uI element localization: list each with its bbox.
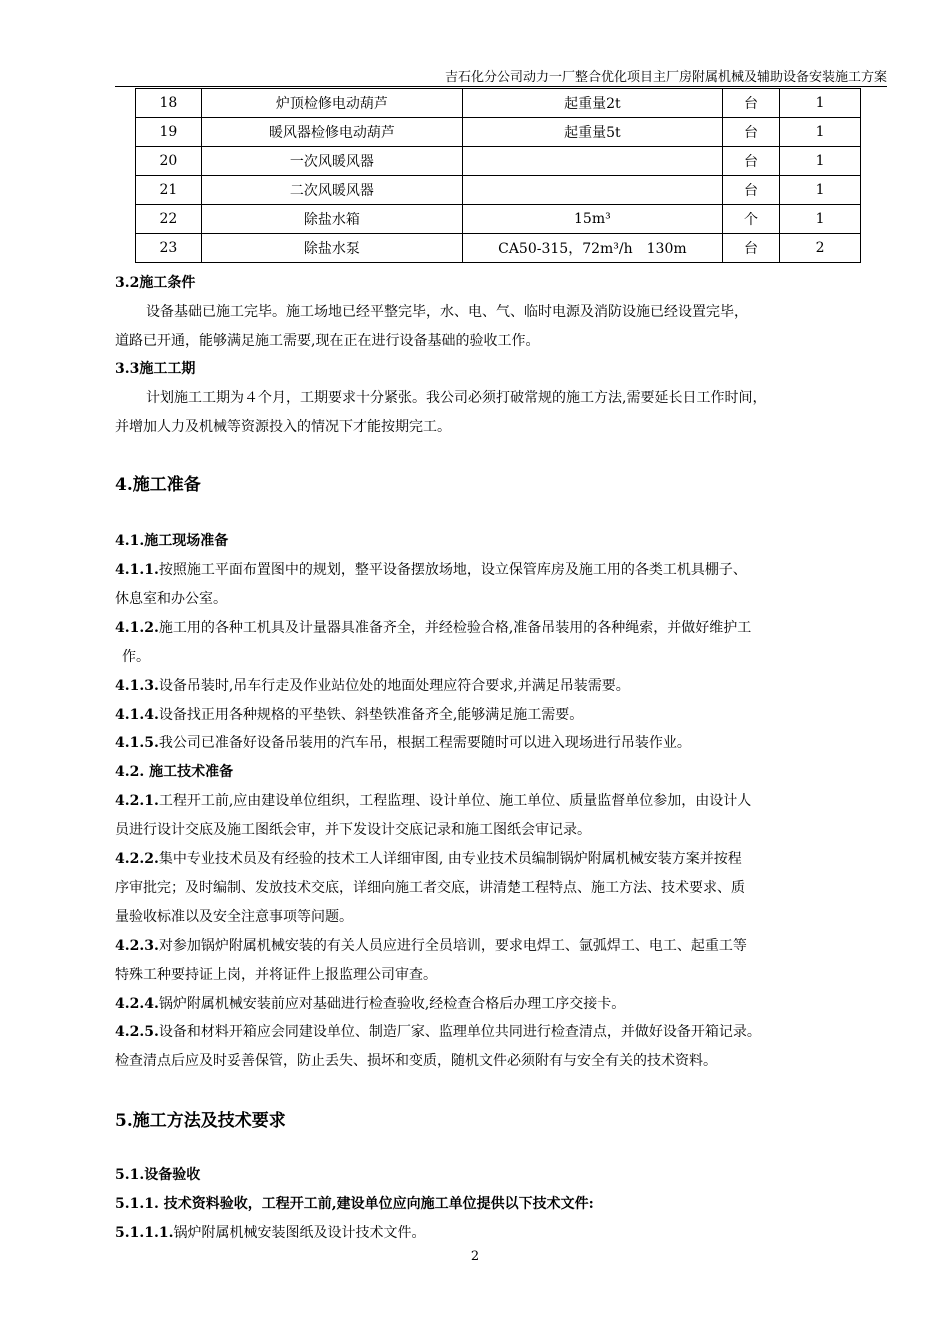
- section-4-2-title: 4.2. 施工技术准备: [115, 764, 234, 780]
- specification-cell: 起重量5t: [462, 118, 722, 147]
- specification-cell: [462, 176, 722, 205]
- item-number: 4.1.5.: [115, 735, 159, 751]
- equipment-name-cell: 一次风暖风器: [201, 147, 462, 176]
- row-number-cell: 19: [136, 118, 202, 147]
- item-4-2-3: [115, 935, 747, 955]
- specification-cell: CA50-315，72m³/h 130m: [462, 234, 722, 263]
- item-text: 设备和材料开箱应会同建设单位、制造厂家、监理单位共同进行检查清点，并做好设备开箱记录。: [158, 1024, 761, 1040]
- section-5-heading: 5.施工方法及技术要求: [115, 1111, 286, 1131]
- paragraph-line: 计划施工工期为４个月，工期要求十分紧张。我公司必须打破常规的施工方法,需要延长日工作时间，: [146, 390, 767, 406]
- item-4-1-5: [115, 732, 691, 752]
- item-text: 锅炉附属机械安装前应对基础进行检查验收,经检查合格后办理工序交接卡。: [158, 996, 626, 1012]
- section-5-1-1-title: 5.1.1. 技术资料验收，工程开工前,建设单位应向施工单位提供以下技术文件:: [115, 1196, 594, 1212]
- paragraph-line: 检查清点后应及时妥善保管，防止丢失、损坏和变质，随机文件必须附有与安全有关的技术资料。: [115, 1053, 717, 1069]
- table-row: [136, 147, 861, 176]
- item-text: 集中专业技术员及有经验的技术工人详细审图, 由专业技术员编制锅炉附属机械安装方案并按程: [158, 851, 742, 867]
- item-4-2-2: [115, 848, 742, 868]
- item-number: 4.2.5.: [115, 1024, 159, 1040]
- item-4-2-4: [115, 993, 625, 1013]
- item-text: 设备找正用各种规格的平垫铁、斜垫铁准备齐全,能够满足施工需要。: [158, 707, 584, 723]
- section-5-1-title: 5.1.设备验收: [115, 1167, 201, 1183]
- equipment-table: [135, 88, 861, 263]
- item-text: 施工用的各种工机具及计量器具准备齐全，并经检验合格,准备吊装用的各种绳索，并做好维护工: [158, 620, 752, 636]
- paragraph-line: 设备基础已施工完毕。施工场地已经平整完毕，水、电、气、临时电源及消防设施已经设置完毕，: [146, 304, 748, 320]
- unit-cell: 台: [722, 176, 779, 205]
- item-text: 工程开工前,应由建设单位组织，工程监理、设计单位、施工单位、质量监督单位参加，由设计人: [158, 793, 752, 809]
- item-text: 锅炉附属机械安装图纸及设计技术文件。: [173, 1225, 426, 1241]
- paragraph-line: 员进行设计交底及施工图纸会审，并下发设计交底记录和施工图纸会审记录。: [115, 822, 591, 838]
- quantity-cell: 1: [780, 118, 861, 147]
- equipment-name-cell: 除盐水泵: [201, 234, 462, 263]
- unit-cell: 台: [722, 147, 779, 176]
- item-4-1-4: [115, 704, 583, 724]
- item-number: 4.2.3.: [115, 938, 159, 954]
- header-rule: [115, 86, 887, 87]
- item-4-2-1: [115, 790, 751, 810]
- item-number: 4.1.2.: [115, 620, 159, 636]
- item-4-1-3: [115, 675, 630, 695]
- quantity-cell: 1: [780, 147, 861, 176]
- table-row: [136, 176, 861, 205]
- item-text: 按照施工平面布置图中的规划，整平设备摆放场地，设立保管库房及施工用的各类工机具棚子、: [158, 562, 747, 578]
- item-text: 我公司已准备好设备吊装用的汽车吊，根据工程需要随时可以进入现场进行吊装作业。: [158, 735, 691, 751]
- quantity-cell: 2: [780, 234, 861, 263]
- quantity-cell: 1: [780, 89, 861, 118]
- paragraph-line: 作。: [122, 649, 150, 665]
- item-4-1-1: [115, 559, 747, 579]
- table-row: [136, 118, 861, 147]
- item-4-1-2: [115, 617, 751, 637]
- row-number-cell: 22: [136, 205, 202, 234]
- item-number: 4.1.4.: [115, 707, 159, 723]
- item-4-2-5: [115, 1021, 761, 1041]
- item-number: 4.2.4.: [115, 996, 159, 1012]
- item-number: 4.1.3.: [115, 678, 159, 694]
- section-3-2-title: 3.2施工条件: [115, 275, 196, 291]
- running-header: 吉石化分公司动力一厂整合优化项目主厂房附属机械及辅助设备安装施工方案: [444, 70, 887, 85]
- specification-cell: 起重量2t: [462, 89, 722, 118]
- row-number-cell: 23: [136, 234, 202, 263]
- section-4-1-title: 4.1.施工现场准备: [115, 533, 229, 549]
- unit-cell: 台: [722, 234, 779, 263]
- equipment-table-body: [136, 89, 861, 263]
- table-row: [136, 234, 861, 263]
- unit-cell: 台: [722, 118, 779, 147]
- paragraph-line: 序审批完；及时编制、发放技术交底，详细向施工者交底，讲清楚工程特点、施工方法、技术要求、质: [115, 880, 745, 896]
- quantity-cell: 1: [780, 205, 861, 234]
- item-5-1-1-1: [115, 1222, 425, 1242]
- row-number-cell: 18: [136, 89, 202, 118]
- quantity-cell: 1: [780, 176, 861, 205]
- item-number: 5.1.1.1.: [115, 1225, 174, 1241]
- table-row: [136, 89, 861, 118]
- row-number-cell: 21: [136, 176, 202, 205]
- item-number: 4.2.1.: [115, 793, 159, 809]
- section-3-3-title: 3.3施工工期: [115, 361, 196, 377]
- equipment-name-cell: 二次风暖风器: [201, 176, 462, 205]
- page-number: 2: [470, 1249, 480, 1264]
- specification-cell: [462, 147, 722, 176]
- equipment-name-cell: 暖风器检修电动葫芦: [201, 118, 462, 147]
- item-text: 设备吊装时,吊车行走及作业站位处的地面处理应符合要求,并满足吊装需要。: [158, 678, 630, 694]
- paragraph-line: 休息室和办公室。: [115, 591, 227, 607]
- item-text: 对参加锅炉附属机械安装的有关人员应进行全员培训，要求电焊工、氩弧焊工、电工、起重工等: [158, 938, 747, 954]
- paragraph-line: 量验收标准以及安全注意事项等问题。: [115, 909, 353, 925]
- item-number: 4.1.1.: [115, 562, 159, 578]
- row-number-cell: 20: [136, 147, 202, 176]
- equipment-name-cell: 除盐水箱: [201, 205, 462, 234]
- paragraph-line: 特殊工种要持证上岗，并将证件上报监理公司审查。: [115, 967, 437, 983]
- item-number: 4.2.2.: [115, 851, 159, 867]
- specification-cell: 15m³: [462, 205, 722, 234]
- paragraph-line: 并增加人力及机械等资源投入的情况下才能按期完工。: [115, 419, 451, 435]
- paragraph-line: 道路已开通，能够满足施工需要,现在正在进行设备基础的验收工作。: [115, 333, 540, 349]
- section-4-heading: 4.施工准备: [115, 475, 201, 495]
- unit-cell: 个: [722, 205, 779, 234]
- equipment-name-cell: 炉顶检修电动葫芦: [201, 89, 462, 118]
- unit-cell: 台: [722, 89, 779, 118]
- table-row: [136, 205, 861, 234]
